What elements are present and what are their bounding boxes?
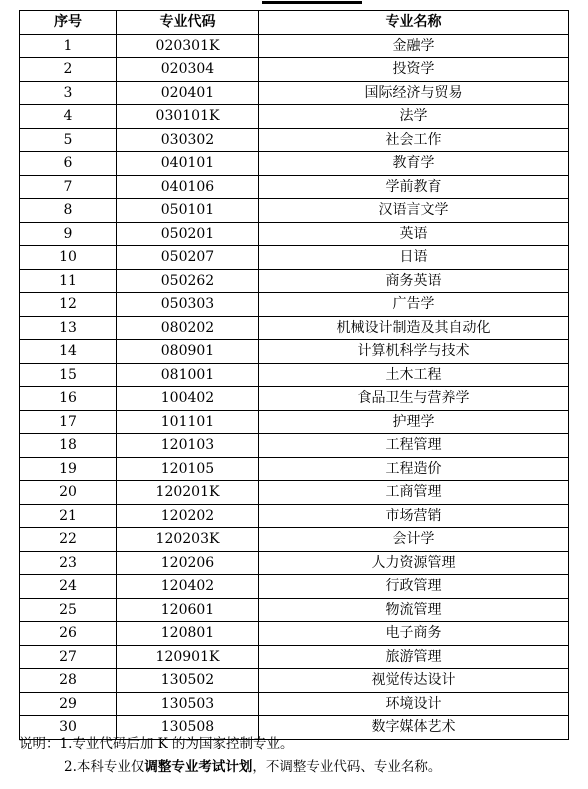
cell-major-name: 会计学 xyxy=(259,528,569,552)
cell-major-code: 050262 xyxy=(117,269,259,293)
cell-major-code: 050101 xyxy=(117,199,259,223)
table-row xyxy=(20,105,569,129)
cell-major-code: 020304 xyxy=(117,58,259,82)
table-row xyxy=(20,269,569,293)
header-major-code: 专业代码 xyxy=(117,11,259,35)
table-row xyxy=(20,363,569,387)
cell-major-code: 040101 xyxy=(117,152,259,176)
table-row xyxy=(20,387,569,411)
cell-serial-number: 19 xyxy=(20,457,117,481)
note-line-1: 说明：1.专业代码后加 K 的为国家控制专业。 xyxy=(19,736,294,752)
cell-serial-number: 22 xyxy=(20,528,117,552)
cell-serial-number: 6 xyxy=(20,152,117,176)
cell-serial-number: 14 xyxy=(20,340,117,364)
cell-serial-number: 8 xyxy=(20,199,117,223)
cell-serial-number: 25 xyxy=(20,598,117,622)
cell-major-name: 市场营销 xyxy=(259,504,569,528)
cell-major-name: 法学 xyxy=(259,105,569,129)
table-row xyxy=(20,58,569,82)
cell-major-code: 120202 xyxy=(117,504,259,528)
table-row xyxy=(20,34,569,58)
cell-major-name: 数字媒体艺术 xyxy=(259,716,569,740)
cell-major-code: 030302 xyxy=(117,128,259,152)
table-row xyxy=(20,293,569,317)
cell-major-code: 081001 xyxy=(117,363,259,387)
cell-major-code: 100402 xyxy=(117,387,259,411)
cell-major-name: 食品卫生与营养学 xyxy=(259,387,569,411)
cell-major-code: 101101 xyxy=(117,410,259,434)
cell-major-code: 120206 xyxy=(117,551,259,575)
table-row xyxy=(20,316,569,340)
cell-major-name: 工程管理 xyxy=(259,434,569,458)
cell-major-code: 120901K xyxy=(117,645,259,669)
cell-serial-number: 26 xyxy=(20,622,117,646)
cell-serial-number: 12 xyxy=(20,293,117,317)
note-line-2-bold: 调整专业考试计划 xyxy=(144,759,253,775)
cell-serial-number: 9 xyxy=(20,222,117,246)
cell-serial-number: 2 xyxy=(20,58,117,82)
cell-major-code: 130508 xyxy=(117,716,259,740)
cell-serial-number: 17 xyxy=(20,410,117,434)
cell-major-code: 050201 xyxy=(117,222,259,246)
cell-major-name: 商务英语 xyxy=(259,269,569,293)
cell-major-code: 130503 xyxy=(117,692,259,716)
cell-major-code: 120203K xyxy=(117,528,259,552)
table-row xyxy=(20,246,569,270)
table-row xyxy=(20,340,569,364)
cell-serial-number: 29 xyxy=(20,692,117,716)
cell-major-name: 广告学 xyxy=(259,293,569,317)
cell-major-name: 英语 xyxy=(259,222,569,246)
cell-serial-number: 18 xyxy=(20,434,117,458)
cut-off-title-fragment xyxy=(262,0,362,6)
cell-serial-number: 3 xyxy=(20,81,117,105)
table-row xyxy=(20,528,569,552)
table-row xyxy=(20,692,569,716)
cell-major-name: 环境设计 xyxy=(259,692,569,716)
table-row xyxy=(20,434,569,458)
cell-major-name: 物流管理 xyxy=(259,598,569,622)
cell-major-name: 计算机科学与技术 xyxy=(259,340,569,364)
cell-serial-number: 27 xyxy=(20,645,117,669)
cell-major-name: 土木工程 xyxy=(259,363,569,387)
cell-major-code: 120103 xyxy=(117,434,259,458)
table-row xyxy=(20,152,569,176)
table-row xyxy=(20,481,569,505)
cell-serial-number: 1 xyxy=(20,34,117,58)
cell-serial-number: 10 xyxy=(20,246,117,270)
table-header-row xyxy=(20,11,569,35)
header-major-name: 专业名称 xyxy=(259,11,569,35)
table-row xyxy=(20,222,569,246)
table-row xyxy=(20,598,569,622)
table-row xyxy=(20,504,569,528)
cell-major-code: 120105 xyxy=(117,457,259,481)
table-row xyxy=(20,669,569,693)
cell-serial-number: 20 xyxy=(20,481,117,505)
cell-serial-number: 23 xyxy=(20,551,117,575)
cell-major-code: 040106 xyxy=(117,175,259,199)
cell-serial-number: 4 xyxy=(20,105,117,129)
table-row xyxy=(20,175,569,199)
cell-serial-number: 28 xyxy=(20,669,117,693)
note-line-2-prefix: 2.本科专业仅 xyxy=(64,759,145,775)
note-line-2-suffix: ，不调整专业代码、专业名称。 xyxy=(252,759,442,775)
cell-major-name: 旅游管理 xyxy=(259,645,569,669)
table-body xyxy=(20,34,569,739)
cell-serial-number: 13 xyxy=(20,316,117,340)
cell-major-code: 080202 xyxy=(117,316,259,340)
table-row xyxy=(20,551,569,575)
cell-serial-number: 30 xyxy=(20,716,117,740)
cell-serial-number: 15 xyxy=(20,363,117,387)
cell-major-name: 电子商务 xyxy=(259,622,569,646)
table-row xyxy=(20,622,569,646)
cell-major-code: 050207 xyxy=(117,246,259,270)
note-line-2 xyxy=(19,756,579,779)
table-row xyxy=(20,410,569,434)
cell-serial-number: 24 xyxy=(20,575,117,599)
cell-major-code: 120601 xyxy=(117,598,259,622)
cell-major-name: 国际经济与贸易 xyxy=(259,81,569,105)
cell-major-name: 学前教育 xyxy=(259,175,569,199)
cell-major-name: 日语 xyxy=(259,246,569,270)
notes xyxy=(19,733,579,779)
cell-major-code: 020401 xyxy=(117,81,259,105)
cell-major-code: 080901 xyxy=(117,340,259,364)
cell-major-code: 120201K xyxy=(117,481,259,505)
table-row xyxy=(20,199,569,223)
cell-major-name: 人力资源管理 xyxy=(259,551,569,575)
majors-table xyxy=(19,10,569,740)
cell-major-name: 护理学 xyxy=(259,410,569,434)
cell-major-code: 130502 xyxy=(117,669,259,693)
cell-major-code: 120402 xyxy=(117,575,259,599)
cell-serial-number: 16 xyxy=(20,387,117,411)
cell-serial-number: 11 xyxy=(20,269,117,293)
cell-major-name: 汉语言文学 xyxy=(259,199,569,223)
cell-serial-number: 7 xyxy=(20,175,117,199)
table-row xyxy=(20,575,569,599)
cell-major-code: 030101K xyxy=(117,105,259,129)
cell-major-code: 120801 xyxy=(117,622,259,646)
cell-major-name: 教育学 xyxy=(259,152,569,176)
cell-major-name: 社会工作 xyxy=(259,128,569,152)
cell-major-name: 金融学 xyxy=(259,34,569,58)
cell-major-name: 投资学 xyxy=(259,58,569,82)
cell-serial-number: 5 xyxy=(20,128,117,152)
cell-major-name: 机械设计制造及其自动化 xyxy=(259,316,569,340)
cell-major-name: 视觉传达设计 xyxy=(259,669,569,693)
cell-major-name: 工商管理 xyxy=(259,481,569,505)
header-serial-number: 序号 xyxy=(20,11,117,35)
table-row xyxy=(20,645,569,669)
cell-major-name: 工程造价 xyxy=(259,457,569,481)
cell-major-code: 020301K xyxy=(117,34,259,58)
cell-serial-number: 21 xyxy=(20,504,117,528)
cell-major-name: 行政管理 xyxy=(259,575,569,599)
table-row xyxy=(20,457,569,481)
table-row xyxy=(20,128,569,152)
table-row xyxy=(20,81,569,105)
cell-major-code: 050303 xyxy=(117,293,259,317)
